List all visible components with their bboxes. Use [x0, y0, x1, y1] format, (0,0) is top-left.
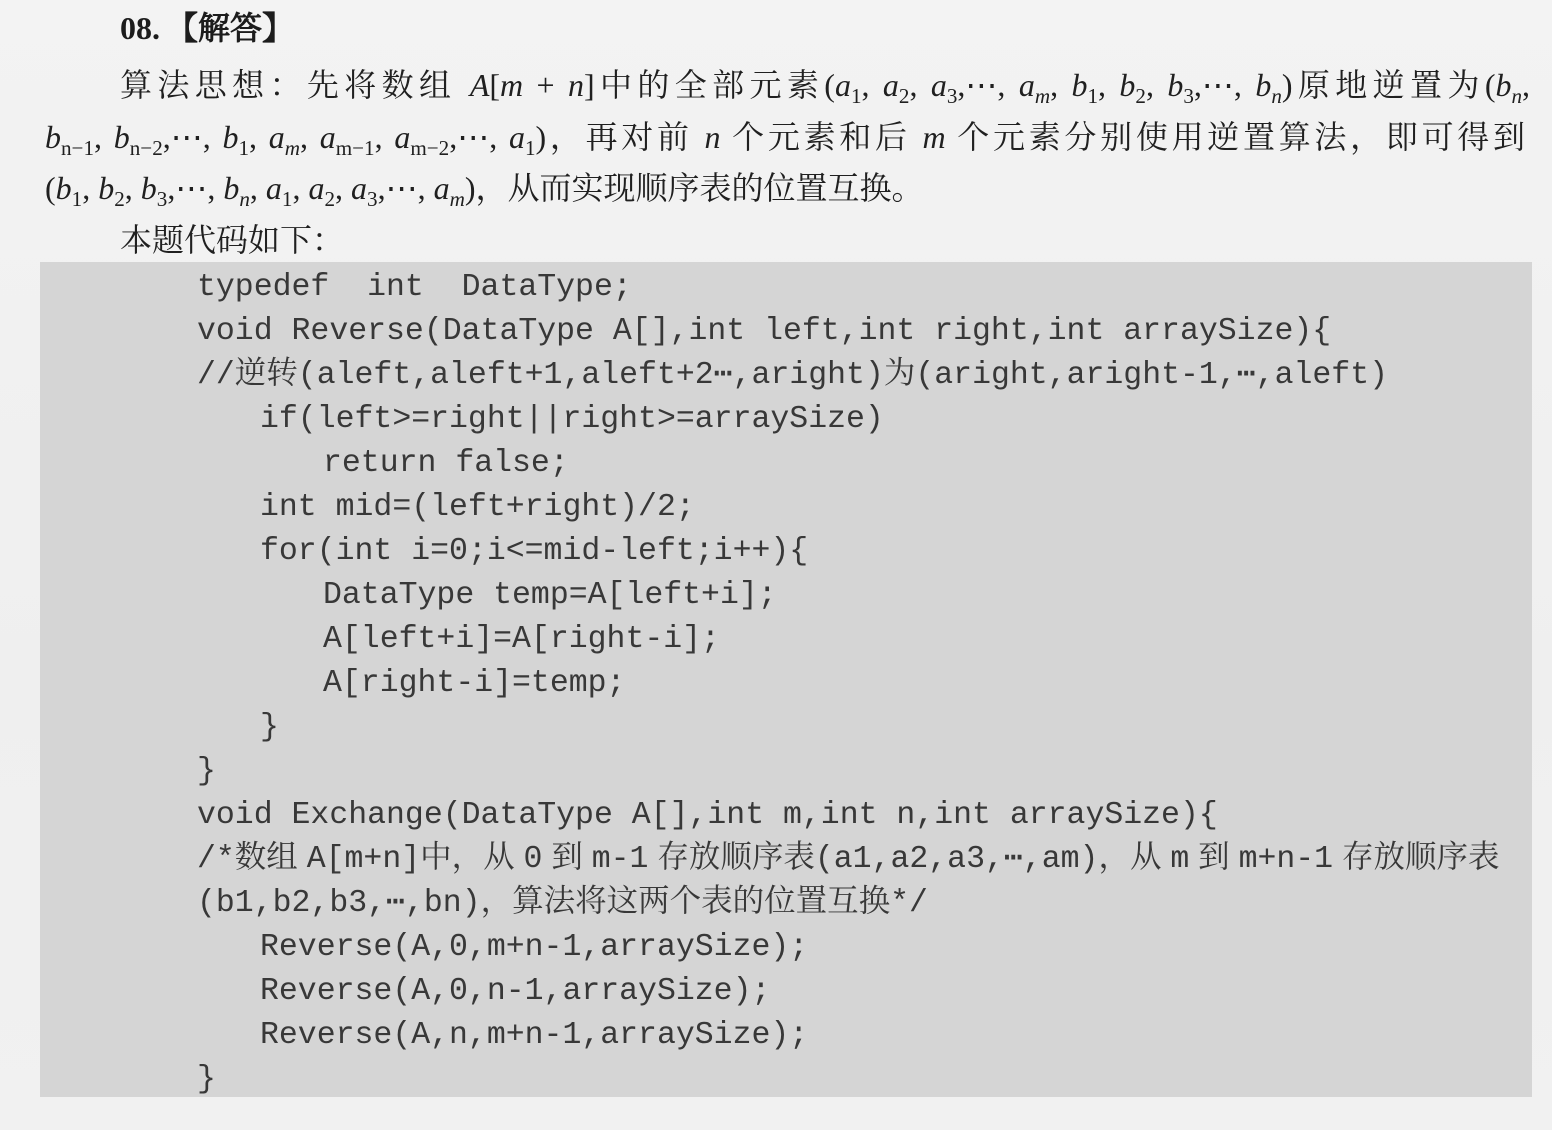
math-variable: b	[55, 170, 72, 206]
code-line: return false;	[323, 446, 569, 481]
math-variable: A	[469, 67, 490, 103]
code-comment-line: /*数组 A[m+n]中，从 0 到 m-1 存放顺序表(a1,a2,a3,⋯,am)，从 m 到 m+n-1 存放顺序表	[197, 842, 1500, 877]
subscript: 1	[281, 186, 293, 211]
subscript: m	[449, 186, 465, 211]
math-variable: b	[98, 170, 115, 206]
text-run: ,	[861, 67, 883, 103]
math-variable: b	[1071, 67, 1088, 103]
text-run: ,	[82, 170, 99, 206]
text-run: ,⋯,	[162, 119, 223, 155]
subscript: m−2	[410, 135, 450, 160]
code-line: int mid=(left+right)/2;	[260, 490, 695, 525]
code-comment-line: //逆转(aleft,aleft+1,aleft+2⋯,aright)为(aright,aright-1,⋯,aleft)	[197, 358, 1389, 393]
math-variable: a	[433, 170, 450, 206]
subscript: 3	[1183, 83, 1194, 108]
subscript: n	[1271, 83, 1282, 108]
text-run: ]中的全部元素(	[583, 67, 835, 103]
subscript: m	[1034, 83, 1051, 108]
text-run: ,	[335, 170, 352, 206]
text-run: ,⋯,	[1193, 67, 1256, 103]
text-run: [	[489, 67, 501, 103]
text-run: )原地逆置为(	[1281, 67, 1496, 103]
answer-heading	[120, 8, 294, 48]
math-variable: b	[45, 119, 61, 155]
text-run: ,⋯,	[377, 170, 434, 206]
code-line: for(int i=0;i<=mid-left;i++){	[260, 534, 809, 569]
text-run: ,⋯,	[957, 67, 1019, 103]
math-variable: m	[922, 119, 946, 155]
subscript: 1	[1087, 83, 1099, 108]
math-variable: a	[351, 170, 368, 206]
math-variable: a	[308, 170, 325, 206]
text-run: (	[45, 170, 56, 206]
paragraph-line	[45, 162, 924, 214]
math-variable: a	[1018, 67, 1035, 103]
math-variable: a	[265, 170, 282, 206]
math-variable: b	[1167, 67, 1184, 103]
math-variable: a	[508, 119, 525, 155]
code-line: }	[197, 1062, 216, 1097]
code-line: void Exchange(DataType A[],int m,int n,int arraySize){	[197, 798, 1218, 833]
math-variable: a	[834, 67, 851, 103]
math-variable: a	[319, 119, 336, 155]
subscript: 3	[367, 186, 378, 211]
text-run: ,	[94, 119, 114, 155]
text-run: ,	[249, 170, 266, 206]
paragraph-line	[120, 59, 1530, 111]
text-run: 个元素和后	[720, 119, 923, 155]
code-line: Reverse(A,0,n-1,arraySize);	[260, 974, 771, 1009]
math-variable: a	[268, 119, 285, 155]
text-run: 个元素分别使用逆置算法，即可得到	[945, 119, 1526, 155]
answer-label: 【解答】	[166, 10, 295, 46]
math-variable: b	[222, 119, 239, 155]
subscript: m−1	[335, 135, 375, 160]
math-variable: a	[930, 67, 947, 103]
text-run: ,	[249, 119, 269, 155]
subscript: m	[284, 135, 300, 160]
subscript: 2	[114, 186, 125, 211]
text-run: ,	[1522, 67, 1531, 103]
math-variable: a	[882, 67, 899, 103]
subscript: 1	[238, 135, 250, 160]
question-number: 08.	[120, 10, 160, 46]
code-line: Reverse(A,0,m+n-1,arraySize);	[260, 930, 809, 965]
math-variable: b	[113, 119, 130, 155]
text-run: ,	[300, 119, 320, 155]
subscript: 3	[156, 186, 168, 211]
code-block	[40, 262, 1532, 1097]
text-run: ,⋯,	[167, 170, 224, 206]
math-variable: m	[500, 67, 524, 103]
code-line: void Reverse(DataType A[],int left,int right,int arraySize){	[197, 314, 1332, 349]
text-run: ,	[1098, 67, 1120, 103]
text-run: ,	[124, 170, 141, 206]
math-variable: n	[704, 119, 721, 155]
subscript: 2	[324, 186, 336, 211]
text-run: 算法思想：先将数组	[120, 67, 470, 103]
code-line: typedef int DataType;	[197, 270, 632, 305]
code-line: }	[197, 754, 216, 789]
subscript: n	[239, 186, 250, 211]
code-line: Reverse(A,n,m+n-1,arraySize);	[260, 1018, 809, 1053]
subscript: 2	[1135, 83, 1146, 108]
code-line: A[right-i]=temp;	[323, 666, 626, 701]
text-run: )，再对前	[535, 119, 705, 155]
text-run: +	[523, 67, 568, 103]
math-variable: b	[1495, 67, 1512, 103]
subscript: 1	[71, 186, 83, 211]
subscript: 1	[524, 135, 536, 160]
code-line: }	[260, 710, 279, 745]
text-run: ,⋯,	[449, 119, 509, 155]
code-line: if(left>=right||right>=arraySize)	[260, 402, 884, 437]
code-line: DataType temp=A[left+i];	[323, 578, 777, 613]
math-variable: b	[1119, 67, 1136, 103]
text-run: ,	[909, 67, 931, 103]
text-run: ,	[374, 119, 395, 155]
text-run: )，从而实现顺序表的位置互换。	[464, 170, 924, 206]
math-variable: n	[567, 67, 584, 103]
subscript: 3	[946, 83, 958, 108]
math-variable: b	[223, 170, 240, 206]
subscript: 2	[898, 83, 910, 108]
math-variable: a	[394, 119, 411, 155]
subscript: n−2	[129, 135, 163, 160]
subscript: n−1	[61, 135, 95, 160]
code-comment-line: (b1,b2,b3,⋯,bn)，算法将这两个表的位置互换*/	[197, 886, 928, 921]
text-run: ,	[1145, 67, 1168, 103]
paragraph-line	[45, 111, 1525, 163]
math-variable: b	[1255, 67, 1272, 103]
code-intro: 本题代码如下：	[120, 222, 345, 258]
subscript: n	[1511, 83, 1523, 108]
text-run: ,	[1050, 67, 1072, 103]
subscript: 1	[850, 83, 862, 108]
code-line: A[left+i]=A[right-i];	[323, 622, 720, 657]
math-variable: b	[140, 170, 157, 206]
text-run: ,	[292, 170, 309, 206]
